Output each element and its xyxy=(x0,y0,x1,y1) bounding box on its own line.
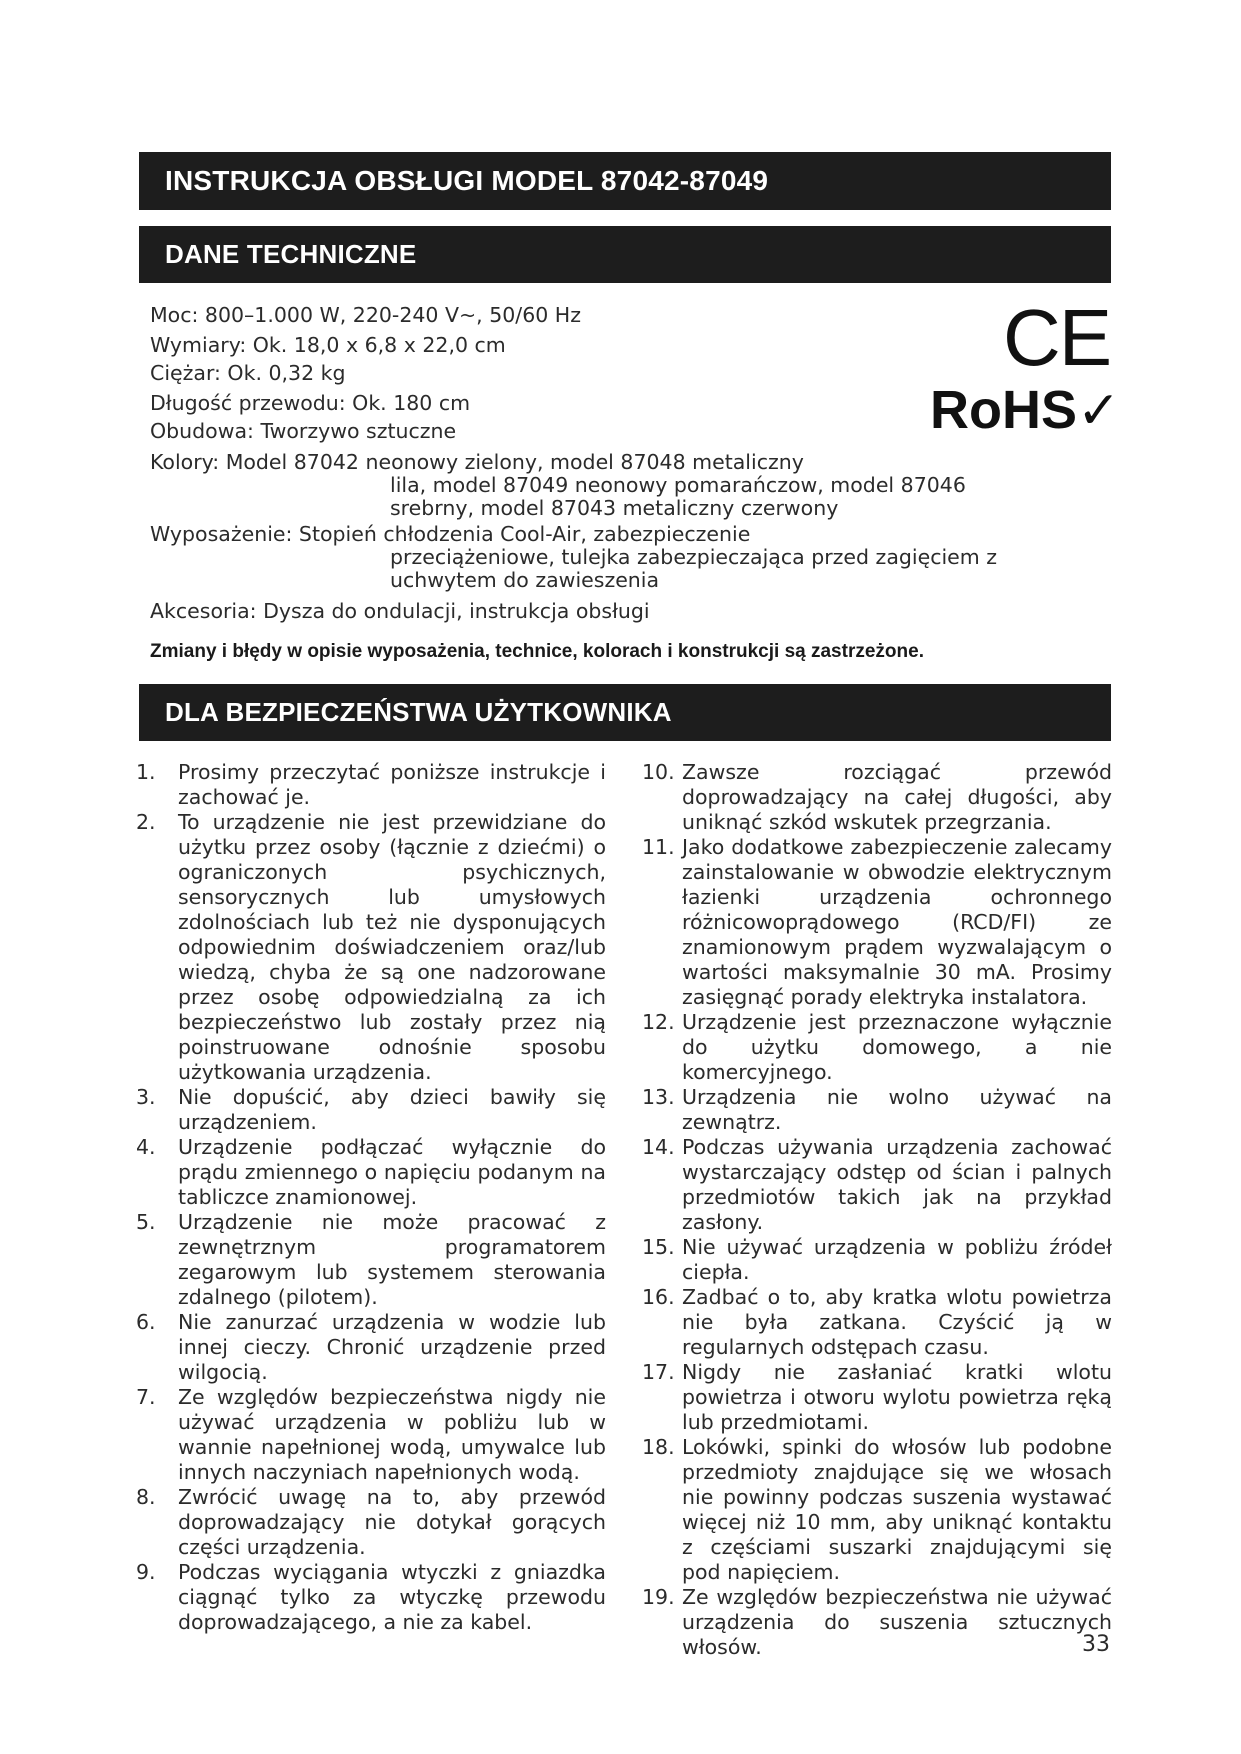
safety-item-text: Nie używać urządzenia w pobliżu źródeł ciepła. xyxy=(682,1235,1112,1284)
safety-item xyxy=(640,1585,1112,1660)
safety-item-number: 2. xyxy=(136,810,156,834)
safety-item xyxy=(640,1360,1112,1435)
section-header-user-safety-text: DLA BEZPIECZEŃSTWA UŻYTKOWNIKA xyxy=(165,697,672,727)
section-header-technical-data xyxy=(139,226,1111,283)
safety-item-number: 6. xyxy=(136,1310,156,1334)
page-number: 33 xyxy=(1082,1632,1110,1657)
safety-item xyxy=(136,810,606,1085)
safety-item-number: 19. xyxy=(642,1585,675,1609)
safety-item-text: Ze względów bezpieczeństwa nigdy nie używać urządzenia w pobliżu lub w wannie napełnionej wodą, umywalce lub innych naczyniach napełnionych wodą. xyxy=(178,1385,606,1484)
safety-item-text: Jako dodatkowe zabezpieczenie zalecamy zainstalowanie w obwodzie elektrycznym łazienki urządzenia ochronnego różnicowoprądowego (RCD/FI) ze znamionowym prądem wyzwalającym o wartości maksymalnie 30 mA. Prosimy zasięgnąć porady elektryka instalatora. xyxy=(682,835,1112,1009)
safety-item-number: 13. xyxy=(642,1085,675,1109)
spec-weight: Ciężar: Ok. 0,32 kg xyxy=(150,361,346,385)
safety-item-text: Urządzenie jest przeznaczone wyłącznie do użytku domowego, a nie komercyjnego. xyxy=(682,1010,1112,1084)
safety-item-number: 1. xyxy=(136,760,156,784)
spec-dimensions: Wymiary: Ok. 18,0 x 6,8 x 22,0 cm xyxy=(150,333,506,357)
safety-item xyxy=(136,1385,606,1485)
safety-item-text: Ze względów bezpieczeństwa nie używać urządzenia do suszenia sztucznych włosów. xyxy=(682,1585,1112,1659)
safety-item-number: 4. xyxy=(136,1135,156,1159)
section-header-technical-data-text: DANE TECHNICZNE xyxy=(165,239,417,269)
safety-item-text: To urządzenie nie jest przewidziane do użytku przez osoby (łącznie z dziećmi) o ograniczonych psychicznych, sensorycznych lub umysłowych zdolnościach lub też nie dysponujących odpowiednim doświadczeniem oraz/lub wiedzą, chyba że są one nadzorowane przez osobę odpowiedzialną za ich bezpieczeństwo lub zostały przez nią poinstruowane odnośnie sposobu użytkowania urządzenia. xyxy=(178,810,606,1084)
spec-colors-line1: Kolory: Model 87042 neonowy zielony, model 87048 metaliczny xyxy=(150,450,804,474)
safety-item xyxy=(136,1135,606,1210)
document-title-text: INSTRUKCJA OBSŁUGI MODEL 87042-87049 xyxy=(165,165,769,196)
safety-item xyxy=(136,1310,606,1385)
safety-item-text: Podczas wyciągania wtyczki z gniazdka ciągnąć tylko za wtyczkę przewodu doprowadzającego, a nie za kabel. xyxy=(178,1560,606,1634)
safety-item xyxy=(640,1435,1112,1585)
spec-accessories: Akcesoria: Dysza do ondulacji, instrukcja obsługi xyxy=(150,599,650,623)
rohs-check-icon: ✓ xyxy=(1077,382,1121,440)
safety-item-number: 12. xyxy=(642,1010,675,1034)
safety-item-number: 5. xyxy=(136,1210,156,1234)
section-header-user-safety xyxy=(139,684,1111,741)
spec-cord-length: Długość przewodu: Ok. 180 cm xyxy=(150,391,471,415)
safety-item xyxy=(136,1210,606,1310)
safety-item-text: Zadbać o to, aby kratka wlotu powietrza nie była zatkana. Czyścić ją w regularnych odstępach czasu. xyxy=(682,1285,1112,1359)
safety-item xyxy=(136,760,606,810)
safety-item-number: 3. xyxy=(136,1085,156,1109)
disclaimer-note: Zmiany i błędy w opisie wyposażenia, technice, kolorach i konstrukcji są zastrzeżone. xyxy=(150,641,924,662)
spec-power: Moc: 800–1.000 W, 220-240 V~, 50/60 Hz xyxy=(150,303,581,327)
safety-item-number: 17. xyxy=(642,1360,675,1384)
safety-item xyxy=(640,1010,1112,1085)
safety-item-number: 18. xyxy=(642,1435,675,1459)
safety-item xyxy=(640,1285,1112,1360)
rohs-logo-text: RoHS xyxy=(930,380,1077,440)
safety-item-text: Urządzenie podłączać wyłącznie do prądu zmiennego o napięciu podanym na tabliczce znamionowej. xyxy=(178,1135,606,1209)
safety-list-right xyxy=(640,760,1112,1660)
safety-item xyxy=(640,760,1112,835)
safety-item-text: Nie dopuścić, aby dzieci bawiły się urządzeniem. xyxy=(178,1085,606,1134)
spec-housing: Obudowa: Tworzywo sztuczne xyxy=(150,419,457,443)
safety-item-text: Prosimy przeczytać poniższe instrukcje i zachować je. xyxy=(178,760,606,809)
safety-item-text: Podczas używania urządzenia zachować wystarczający odstęp od ścian i palnych przedmiotów takich jak na przykład zasłony. xyxy=(682,1135,1112,1234)
safety-list-left xyxy=(136,760,606,1635)
spec-equipment-line2: przeciążeniowe, tulejka zabezpieczająca przed zagięciem z xyxy=(390,545,998,569)
safety-item-text: Lokówki, spinki do włosów lub podobne przedmioty znajdujące się we włosach nie powinny podczas suszenia wystawać więcej niż 10 mm, aby uniknąć kontaktu z częściami suszarki znajdującymi się pod napięciem. xyxy=(682,1435,1112,1584)
safety-item-text: Urządzenia nie wolno używać na zewnątrz. xyxy=(682,1085,1112,1134)
safety-item xyxy=(640,835,1112,1010)
spec-colors-line2: lila, model 87049 neonowy pomarańczow, model 87046 xyxy=(390,473,966,497)
safety-item-number: 9. xyxy=(136,1560,156,1584)
safety-item-number: 14. xyxy=(642,1135,675,1159)
safety-item xyxy=(640,1235,1112,1285)
safety-item-number: 10. xyxy=(642,760,675,784)
safety-item xyxy=(640,1085,1112,1135)
spec-equipment-line3: uchwytem do zawieszenia xyxy=(390,568,660,592)
safety-item-number: 16. xyxy=(642,1285,675,1309)
safety-item xyxy=(136,1085,606,1135)
safety-item-number: 15. xyxy=(642,1235,675,1259)
ce-mark-logo: CE xyxy=(1003,293,1111,382)
rohs-logo xyxy=(930,380,1121,441)
safety-item xyxy=(640,1135,1112,1235)
safety-item xyxy=(136,1485,606,1560)
spec-colors-line3: srebrny, model 87043 metaliczny czerwony xyxy=(390,496,839,520)
safety-item-text: Zawsze rozciągać przewód doprowadzający na całej długości, aby uniknąć szkód wskutek przegrzania. xyxy=(682,760,1112,834)
safety-item-text: Zwrócić uwagę na to, aby przewód doprowadzający nie dotykał gorących części urządzenia. xyxy=(178,1485,606,1559)
safety-item-number: 7. xyxy=(136,1385,156,1409)
safety-item-number: 8. xyxy=(136,1485,156,1509)
safety-item xyxy=(136,1560,606,1635)
safety-item-number: 11. xyxy=(642,835,675,859)
safety-item-text: Urządzenie nie może pracować z zewnętrznym programatorem zegarowym lub systemem sterowania zdalnego (pilotem). xyxy=(178,1210,606,1309)
document-title xyxy=(139,152,1111,210)
safety-item-text: Nie zanurzać urządzenia w wodzie lub innej cieczy. Chronić urządzenie przed wilgocią. xyxy=(178,1310,606,1384)
spec-equipment-line1: Wyposażenie: Stopień chłodzenia Cool-Air, zabezpieczenie xyxy=(150,522,751,546)
safety-item-text: Nigdy nie zasłaniać kratki wlotu powietrza i otworu wylotu powietrza ręką lub przedmiotami. xyxy=(682,1360,1112,1434)
